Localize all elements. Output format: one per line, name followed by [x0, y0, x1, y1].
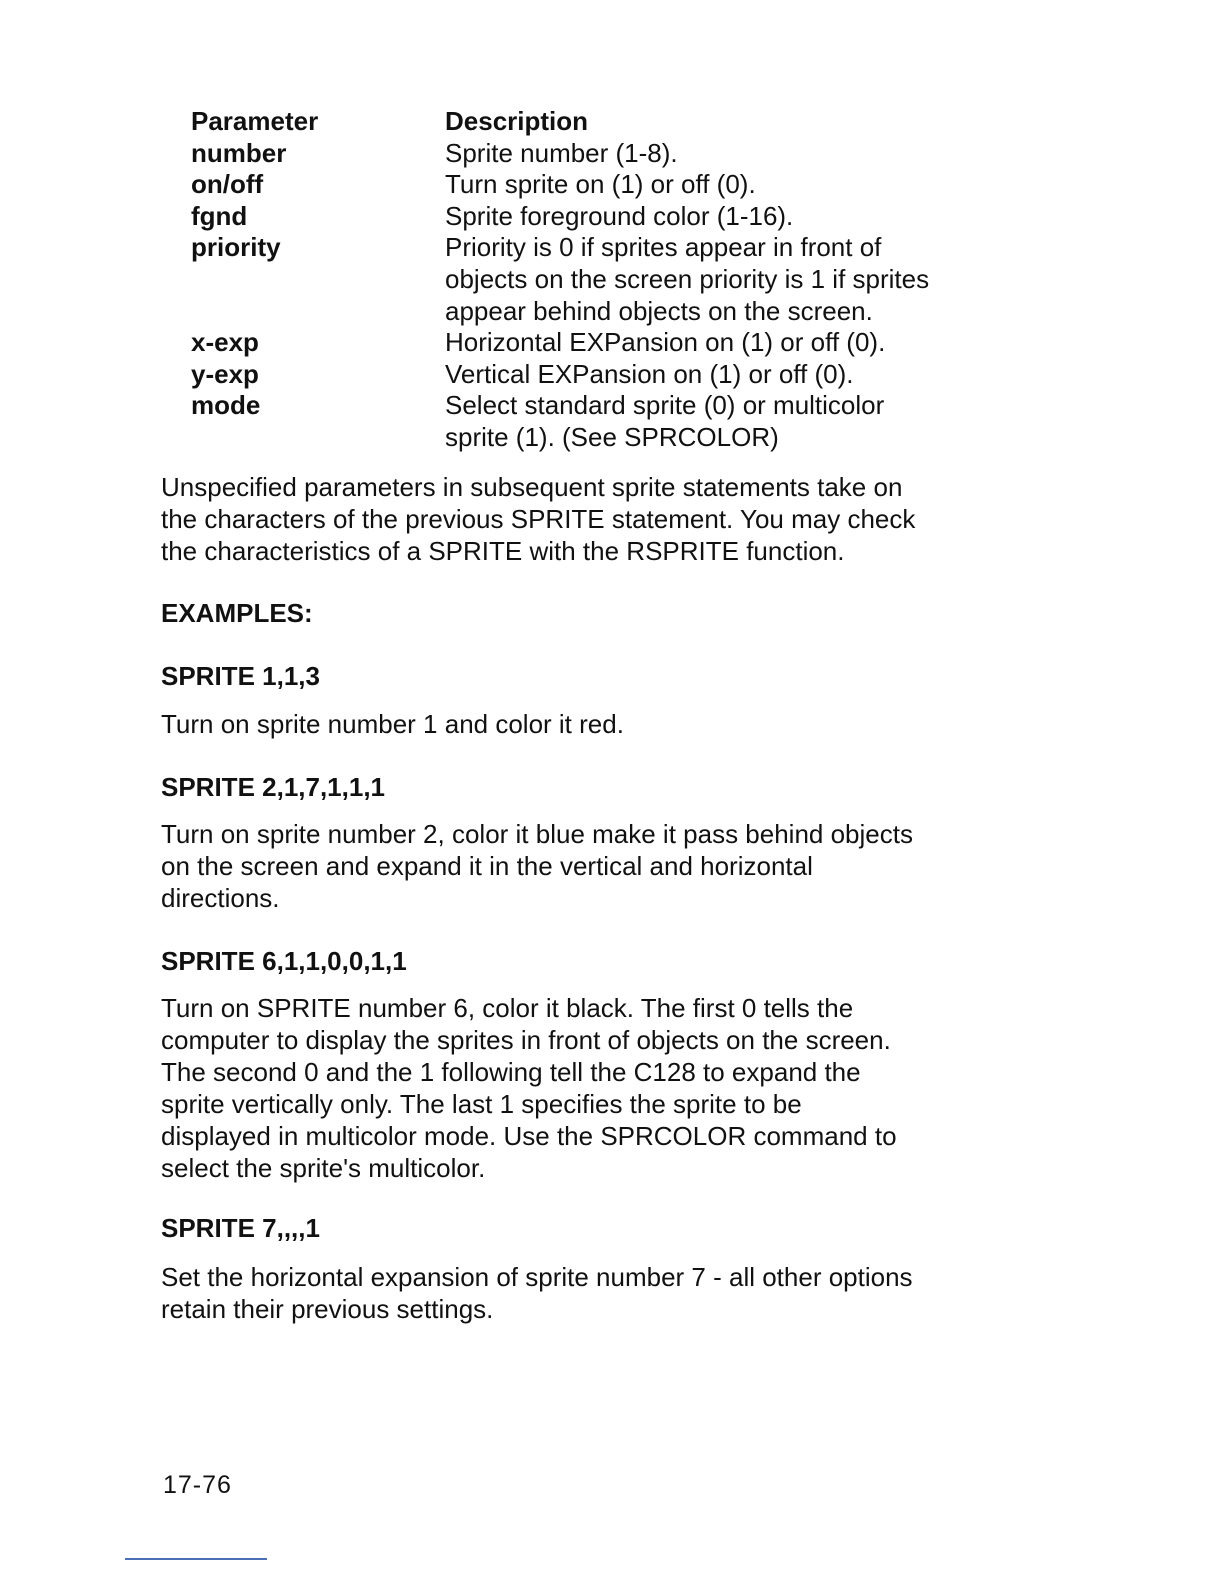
example-code-1: SPRITE 1,1,3 [161, 661, 320, 691]
page-number: 17-76 [163, 1471, 232, 1499]
paragraph-line: directions. [161, 883, 280, 913]
description-line: Turn sprite on (1) or off (0). [445, 169, 756, 200]
description-line: sprite (1). (See SPRCOLOR) [445, 421, 779, 452]
parameter-row-number [191, 138, 1011, 170]
paragraph-line: Turn on SPRITE number 6, color it black. The first 0 tells the [161, 993, 854, 1023]
description-line: Sprite number (1-8). [445, 137, 678, 168]
parameter-description [445, 327, 1011, 359]
paragraph-line: computer to display the sprites in front of objects on the screen. [161, 1025, 891, 1055]
parameter-row-fgnd [191, 201, 1011, 233]
parameter-name: on/off [191, 169, 264, 200]
description-line: Sprite foreground color (1-16). [445, 200, 794, 231]
description-line: objects on the screen priority is 1 if sprites [445, 263, 930, 294]
paragraph-line: Turn on sprite number 1 and color it red. [161, 709, 624, 739]
paragraph-line: on the screen and expand it in the vertical and horizontal [161, 851, 813, 881]
parameter-description [445, 169, 1011, 201]
parameter-row-priority [191, 232, 1011, 327]
parameter-name: fgnd [191, 200, 248, 231]
paragraph-line: retain their previous settings. [161, 1294, 494, 1324]
parameter-row-mode [191, 390, 1011, 453]
parameter-description [445, 390, 1011, 453]
example-code-4: SPRITE 7,,,,1 [161, 1213, 320, 1243]
paragraph-line: sprite vertically only. The last 1 specifies the sprite to be [161, 1089, 802, 1119]
parameter-name: x-exp [191, 327, 259, 358]
paragraph-line: Unspecified parameters in subsequent sprite statements take on [161, 472, 903, 502]
parameter-description [445, 138, 1011, 170]
example-description-3 [161, 992, 1021, 1184]
example-description-4 [161, 1261, 1021, 1325]
parameter-row-on-off [191, 169, 1011, 201]
description-line: Select standard sprite (0) or multicolor [445, 390, 885, 421]
description-line: Horizontal EXPansion on (1) or off (0). [445, 327, 886, 358]
example-code-2: SPRITE 2,1,7,1,1,1 [161, 772, 386, 802]
parameter-name: number [191, 137, 287, 168]
paragraph-line: select the sprite's multicolor. [161, 1153, 486, 1183]
paragraph-line: displayed in multicolor mode. Use the SPRCOLOR command to [161, 1121, 897, 1151]
example-description-1 [161, 708, 1021, 740]
description-line: Vertical EXPansion on (1) or off (0). [445, 358, 854, 389]
parameter-description [445, 201, 1011, 233]
parameter-name: y-exp [191, 358, 259, 389]
intro-paragraph [161, 471, 1021, 567]
example-code-3: SPRITE 6,1,1,0,0,1,1 [161, 946, 407, 976]
paragraph-line: The second 0 and the 1 following tell the C128 to expand the [161, 1057, 861, 1087]
paragraph-line: the characteristics of a SPRITE with the RSPRITE function. [161, 536, 845, 566]
description-line: appear behind objects on the screen. [445, 295, 873, 326]
examples-heading: EXAMPLES: [161, 598, 313, 628]
parameter-description [445, 232, 1011, 327]
example-description-2 [161, 818, 1021, 914]
parameter-description [445, 359, 1011, 391]
description-line: Priority is 0 if sprites appear in front of [445, 232, 882, 263]
paragraph-line: the characters of the previous SPRITE statement. You may check [161, 504, 916, 534]
parameter-name: priority [191, 232, 281, 263]
paragraph-line: Set the horizontal expansion of sprite number 7 - all other options [161, 1262, 913, 1292]
bottom-divider [125, 1558, 267, 1560]
parameter-name: mode [191, 390, 261, 421]
parameter-row-y-exp [191, 359, 1011, 391]
parameter-row-x-exp [191, 327, 1011, 359]
paragraph-line: Turn on sprite number 2, color it blue make it pass behind objects [161, 819, 913, 849]
description-column-header: Description [445, 106, 589, 136]
parameter-table [191, 106, 1011, 454]
parameter-table-header [191, 106, 1011, 138]
parameter-column-header: Parameter [191, 106, 319, 136]
